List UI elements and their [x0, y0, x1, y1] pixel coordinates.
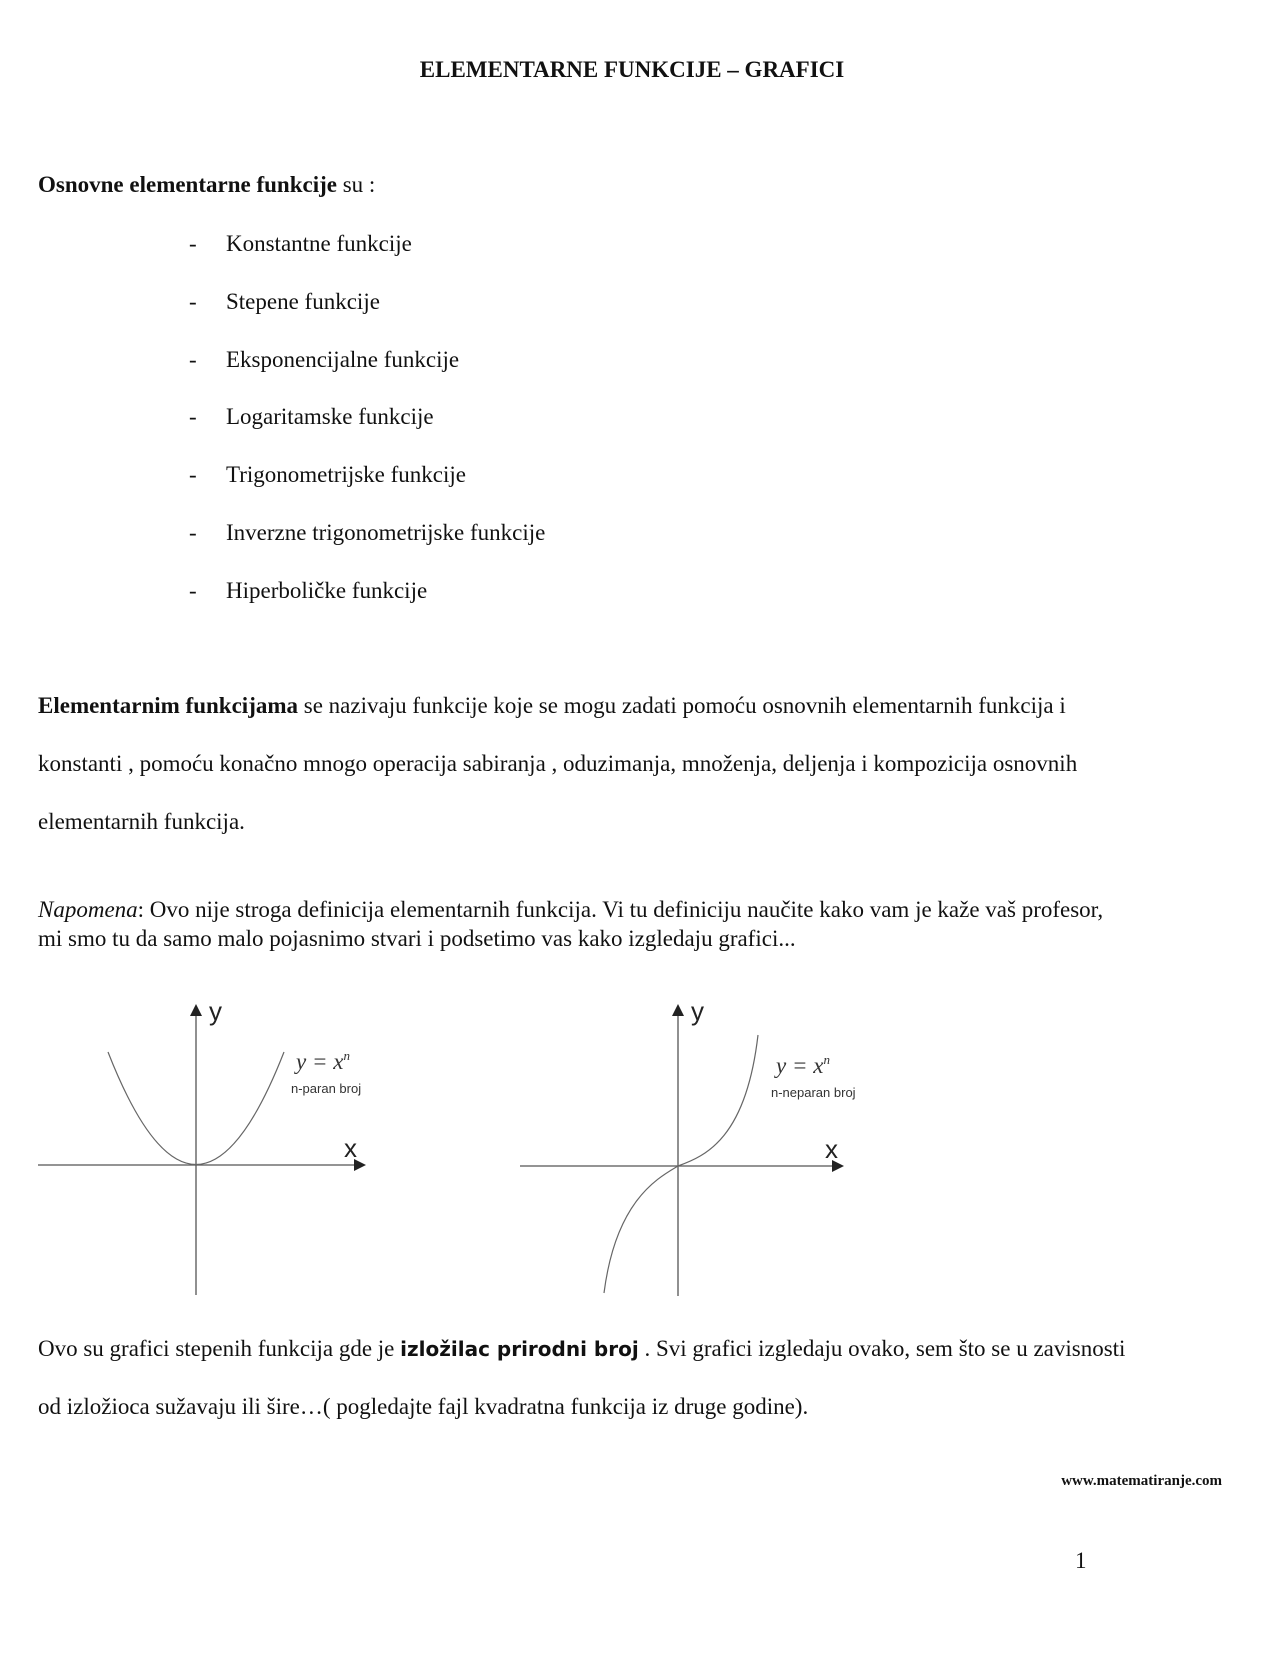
y-label: y — [691, 996, 704, 1026]
summary-text: Ovo su grafici stepenih funkcija gde je — [38, 1336, 401, 1361]
curve-odd — [604, 1035, 758, 1293]
list-dash: - — [189, 462, 197, 487]
note-label: Napomena — [38, 897, 138, 922]
list-item — [189, 347, 459, 373]
function-note: n-paran broj — [291, 1081, 362, 1096]
list-item-text: Inverzne trigonometrijske funkcije — [226, 520, 546, 545]
function-note: n-neparan broj — [771, 1085, 856, 1100]
summary-line-2: od izložioca sužavaju ili šire…( pogledajte fajl kvadratna funkcija iz druge godine). — [38, 1394, 809, 1419]
page-number: 1 — [1075, 1548, 1087, 1573]
list-dash: - — [189, 578, 197, 603]
list-item-text: Konstantne funkcije — [226, 231, 412, 256]
x-label: x — [344, 1133, 357, 1163]
y-axis-arrow — [190, 1004, 202, 1016]
page-title: ELEMENTARNE FUNKCIJE – GRAFICI — [419, 57, 845, 82]
summary-bold: izložilac prirodni broj — [400, 1337, 639, 1361]
function-base: y = x — [776, 1053, 824, 1078]
list-dash: - — [189, 520, 197, 545]
function-base: y = x — [296, 1049, 344, 1074]
intro-rest: su : — [336, 172, 376, 197]
definition-line-3: elementarnih funkcija. — [38, 809, 245, 834]
x-label: x — [825, 1134, 838, 1164]
definition-line-1 — [38, 693, 1066, 719]
definition-bold: Elementarnim funkcijama — [38, 693, 299, 718]
list-item — [189, 404, 434, 430]
note-text: : Ovo nije stroga definicija elementarnih funkcija. Vi tu definiciju naučite kako vam je kaže vaš profesor, — [137, 897, 1104, 922]
function-label — [294, 1048, 350, 1074]
function-label — [774, 1052, 830, 1078]
note-line-2: mi smo tu da samo malo pojasnimo stvari i podsetimo vas kako izgledaju grafici... — [38, 926, 796, 951]
list-dash: - — [189, 347, 197, 372]
list-item-text: Eksponencijalne funkcije — [226, 347, 460, 372]
list-item — [189, 289, 380, 315]
list-item — [189, 578, 427, 604]
graph-even-power — [0, 990, 420, 1310]
list-dash: - — [189, 404, 197, 429]
graph-odd-power — [480, 990, 900, 1310]
list-item — [189, 462, 466, 488]
intro-bold: Osnovne elementarne funkcije — [38, 172, 337, 197]
definition-text: se nazivaju funkcije koje se mogu zadati pomoću osnovnih elementarnih funkcija i — [298, 693, 1066, 718]
list-item-text: Logaritamske funkcije — [226, 404, 434, 429]
summary-line-1 — [38, 1336, 1125, 1362]
footer-url: www.matematiranje.com — [1061, 1473, 1222, 1489]
list-item-text: Stepene funkcije — [226, 289, 380, 314]
intro-paragraph — [38, 172, 375, 198]
list-dash: - — [189, 231, 197, 256]
list-item — [189, 520, 545, 546]
list-item-text: Trigonometrijske funkcije — [226, 462, 466, 487]
list-item-text: Hiperboličke funkcije — [226, 578, 428, 603]
function-exponent: n — [823, 1052, 830, 1067]
list-dash: - — [189, 289, 197, 314]
note-line-1 — [38, 897, 1103, 923]
function-exponent: n — [343, 1048, 350, 1063]
definition-line-2: konstanti , pomoću konačno mnogo operacija sabiranja , oduzimanja, množenja, deljenja i kompozicija osnovnih — [38, 751, 1078, 776]
summary-text-end: . Svi grafici izgledaju ovako, sem što se u zavisnosti — [638, 1336, 1126, 1361]
y-axis-arrow — [672, 1004, 684, 1016]
list-item — [189, 231, 412, 257]
y-label: y — [209, 996, 222, 1026]
